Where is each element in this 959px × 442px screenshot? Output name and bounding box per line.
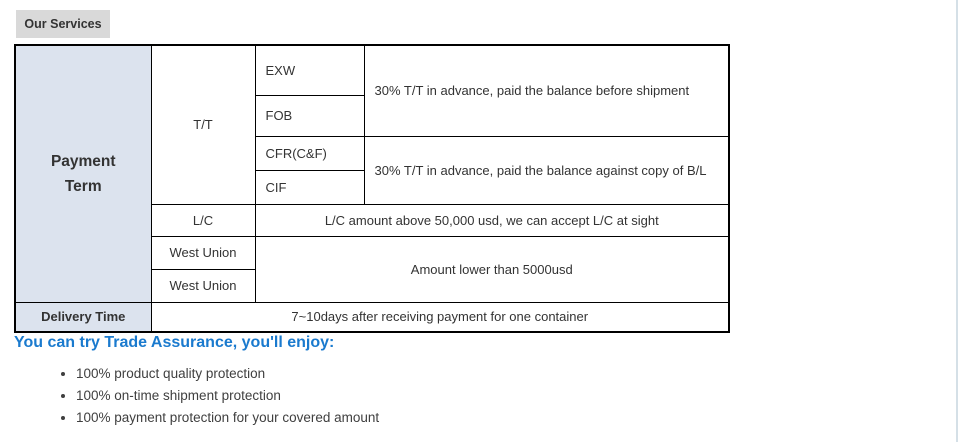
payment-terms-table [14,44,730,333]
condition-cell-exw-fob: 30% T/T in advance, paid the balance before shipment [364,45,729,136]
incoterm-cell-exw: EXW [255,45,364,95]
condition-cell-cfr-cif: 30% T/T in advance, paid the balance against copy of B/L [364,136,729,204]
incoterm-cell-cfr: CFR(C&F) [255,136,364,170]
condition-cell-west-union: Amount lower than 5000usd [255,236,729,302]
method-cell-west-union-1: West Union [151,236,255,269]
method-cell-west-union-2: West Union [151,269,255,302]
payment-term-header-cell [15,45,151,302]
incoterm-cell-fob: FOB [255,95,364,136]
benefit-item-shipment: • 100% on-time shipment protection [76,388,379,403]
benefit-item-payment: • 100% payment protection for your covered amount [76,410,379,425]
condition-cell-lc: L/C amount above 50,000 usd, we can accept L/C at sight [255,204,729,236]
table-row [15,45,729,95]
benefit-list [56,366,379,432]
method-cell-lc: L/C [151,204,255,236]
method-cell-tt: T/T [151,45,255,204]
our-services-tab[interactable]: Our Services [16,10,110,38]
payment-term-label: Payment Term [50,152,116,195]
condition-cell-delivery: 7~10days after receiving payment for one container [151,302,729,332]
trade-assurance-heading: You can try Trade Assurance, you'll enjoy: [14,334,335,351]
delivery-time-header-cell: Delivery Time [15,302,151,332]
incoterm-cell-cif: CIF [255,170,364,204]
benefit-item-quality: • 100% product quality protection [76,366,379,381]
table-row [15,302,729,332]
page-right-border [956,0,958,442]
